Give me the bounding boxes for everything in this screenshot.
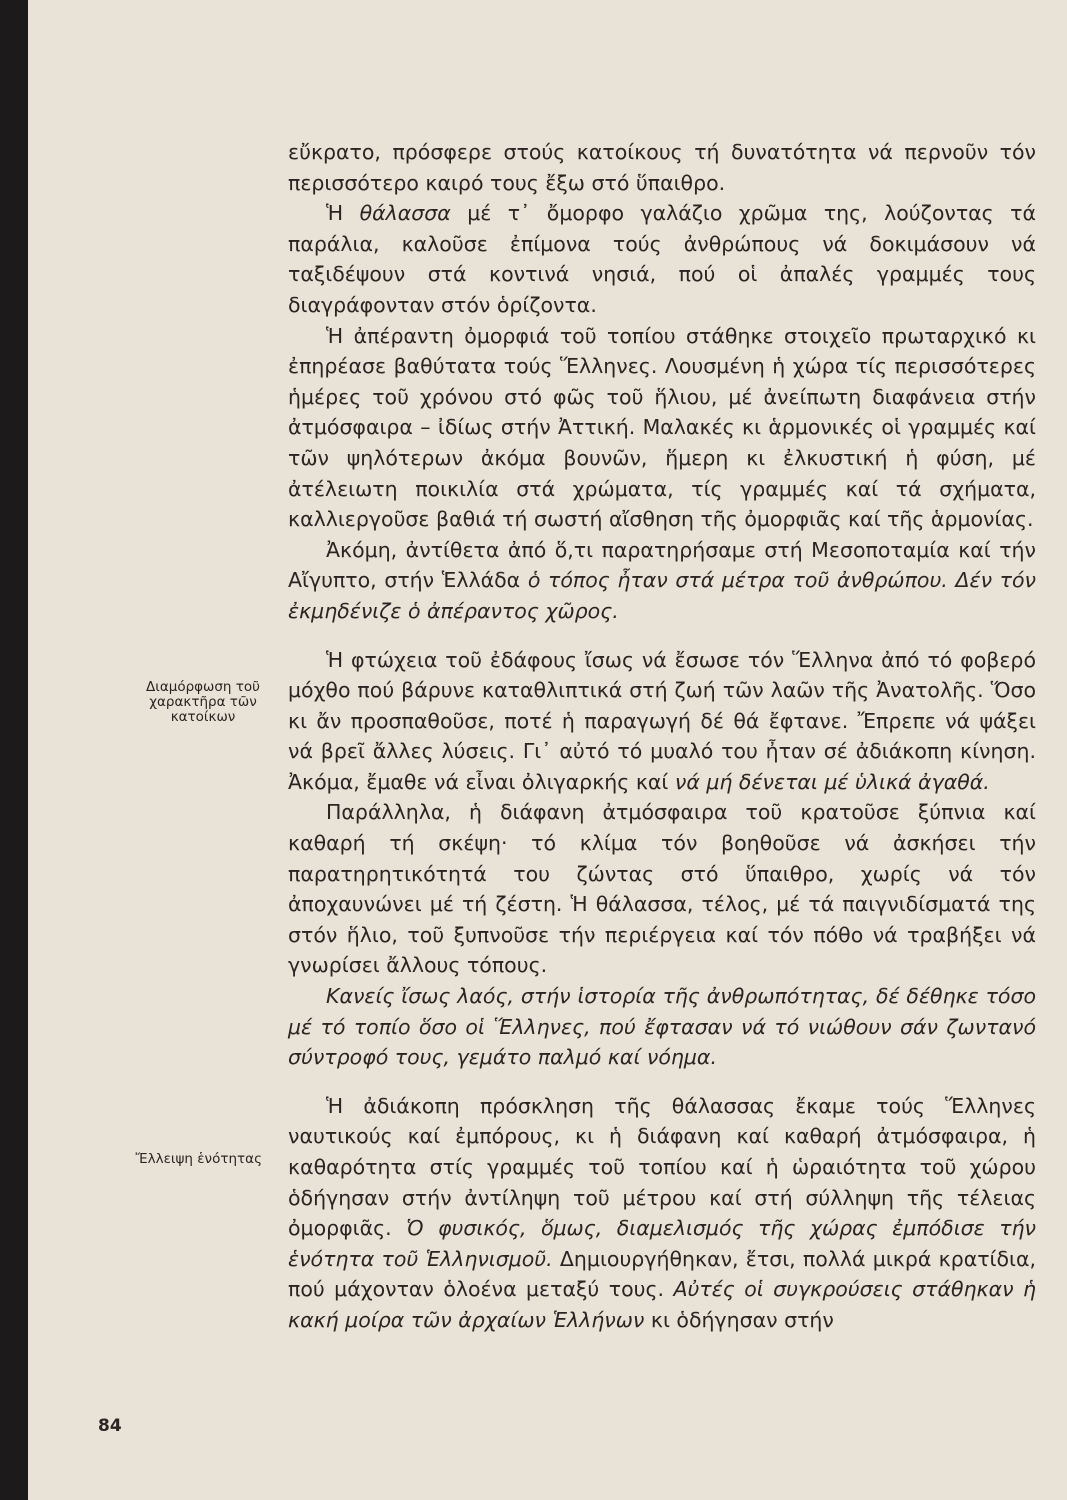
- book-binding-edge: [0, 0, 28, 1500]
- paragraph-1: εὔκρατο, πρόσφερε στούς κατοίκους τή δυνατότητα νά περνοῦν τόν περισσότερο καιρό τους ἔξω στό ὕπαιθρο.: [288, 140, 1036, 195]
- paragraph-5: Ἡ φτώχεια τοῦ ἐδάφους ἴσως νά ἔσωσε τόν Ἕλληνα ἀπό τό φοβερό μόχθο πού βάρυνε καταθλιπτικά στή ζωή τῶν λαῶν τῆς Ἀνατολῆς. Ὅσο κι ἄν προσπαθοῦσε, ποτέ ἡ παραγωγή δέ θά ἔφτανε. Ἔπρεπε νά ψάξει νά βρεῖ ἄλλες λύσεις. Γι᾽ αὐτό τό μυαλό του ἦταν σέ ἀδιάκοπη κίνηση. Ἀκόμα, ἔμαθε νά εἶναι ὀλιγαρκής καί νά μή δένεται μέ ὑλικά ἀγαθά.: [288, 647, 1036, 794]
- paragraph-7: Κανείς ἴσως λαός, στήν ἱστορία τῆς ἀνθρωπότητας, δέ δέθηκε τόσο μέ τό τοπίο ὅσο οἱ Ἕλληνες, πού ἔφτασαν νά τό νιώθουν σάν ζωντανό σύντροφό τους, γεμάτο παλμό καί νόημα.: [288, 984, 1036, 1070]
- side-note-character: Διαμόρφωση τοῦ χαρακτῆρα τῶν κατοίκων: [146, 679, 260, 725]
- paragraph-4: Ἀκόμη, ἀντίθετα ἀπό ὅ,τι παρατηρήσαμε στή Μεσοποταμία καί τήν Αἴγυπτο, στήν Ἑλλάδα ὁ τόπος ἦταν στά μέτρα τοῦ ἀνθρώπου. Δέν τόν ἐκμηδένιζε ὁ ἀπέραντος χῶρος.: [288, 537, 1036, 623]
- paragraph-8: Ἡ ἀδιάκοπη πρόσκληση τῆς θάλασσας ἔκαμε τούς Ἕλληνες ναυτικούς καί ἐμπόρους, κι ἡ διάφανη καί καθαρή ἀτμόσφαιρα, ἡ καθαρότητα στίς γραμμές τοῦ τοπίου καί ἡ ὡραιότητα τοῦ χώρου ὁδήγησαν στήν ἀντίληψη τοῦ μέτρου καί στή σύλληψη τῆς τέλειας ὀμορφιᾶς. Ὁ φυσικός, ὅμως, διαμελισμός τῆς χώρας ἐμπόδισε τήν ἑνότητα τοῦ Ἑλληνισμοῦ. Δημιουργήθηκαν, ἔτσι, πολλά μικρά κρατίδια, πού μάχονταν ὁλοένα μεταξύ τους. Αὐτές οἱ συγκρούσεις στάθηκαν ἡ κακή μοίρα τῶν ἀρχαίων Ἑλλήνων κι ὁδήγησαν στήν: [288, 1093, 1037, 1332]
- main-text-column: [288, 137, 1036, 1336]
- paragraph-2: Ἡ θάλασσα μέ τ᾽ ὄμορφο γαλάζιο χρῶμα της, λούζοντας τά παράλια, καλοῦσε ἐπίμονα τούς ἀνθρώπους νά δοκιμάσουν νά ταξιδέψουν στά κοντινά νησιά, πού οἱ ἀπαλές γραμμές τους διαγράφονταν στόν ὁρίζοντα.: [288, 201, 1036, 317]
- side-note-disunity: Ἔλλειψη ἑνότητας: [135, 1151, 262, 1167]
- page-number: 84: [98, 1416, 122, 1436]
- paragraph-3: Ἡ ἀπέραντη ὀμορφιά τοῦ τοπίου στάθηκε στοιχεῖο πρωταρχικό κι ἐπηρέασε βαθύτατα τούς Ἕλληνες. Λουσμένη ἡ χώρα τίς περισσότερες ἡμέρες τοῦ χρόνου στό φῶς τοῦ ἥλιου, μέ ἀνείπωτη διαφάνεια στήν ἀτμόσφαιρα – ἰδίως στήν Ἀττική. Μαλακές κι ἁρμονικές οἱ γραμμές καί τῶν ψηλότερων ἀκόμα βουνῶν, ἥμερη κι ἐλκυστική ἡ φύση, μέ ἀτέλειωτη ποικιλία στά χρώματα, τίς γραμμές καί τά σχήματα, καλλιεργοῦσε βαθιά τή σωστή αἴσθηση τῆς ὀμορφιᾶς καί τῆς ἁρμονίας.: [288, 323, 1036, 532]
- paragraph-6: Παράλληλα, ἡ διάφανη ἀτμόσφαιρα τοῦ κρατοῦσε ξύπνια καί καθαρή τή σκέψη· τό κλίμα τόν βοηθοῦσε νά ἀσκήσει τήν παρατηρητικότητά του ζώντας στό ὕπαιθρο, χωρίς νά τόν ἀποχαυνώνει μέ τή ζέστη. Ἡ θάλασσα, τέλος, μέ τά παιγνιδίσματά της στόν ἥλιο, τοῦ ξυπνοῦσε τήν περιέργεια καί τόν πόθο νά τραβήξει νά γνωρίσει ἄλλους τόπους.: [288, 800, 1036, 978]
